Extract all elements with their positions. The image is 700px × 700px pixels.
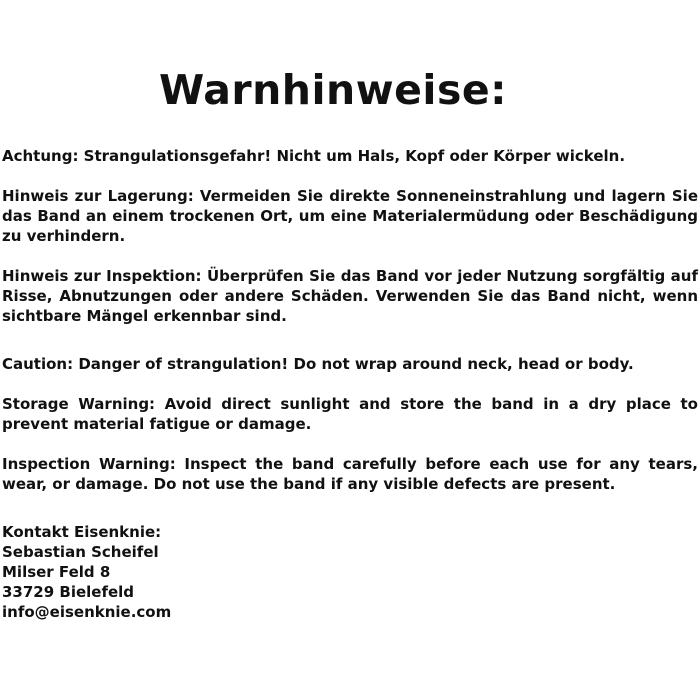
warning-strangulation-de: Achtung: Strangulationsgefahr! Nicht um Hals, Kopf oder Körper wickeln.: [2, 147, 626, 165]
contact-city: 33729 Bielefeld: [2, 583, 135, 601]
contact-email: info@eisenknie.com: [2, 603, 172, 621]
inspection-note-de: Hinweis zur Inspektion: Überprüfen Sie das Band vor jeder Nutzung sorgfältig auf Risse, Abnutzungen oder andere Schäden. Verwenden Sie das Band nicht, wenn sichtbare Mängel erkennbar sind.: [2, 267, 698, 325]
contact-block: [2, 522, 698, 622]
contact-name: Sebastian Scheifel: [2, 543, 159, 561]
warning-strangulation-en: Caution: Danger of strangulation! Do not wrap around neck, head or body.: [2, 355, 634, 373]
page-title: Warnhinweise:: [158, 66, 508, 114]
storage-warning-en: Storage Warning: Avoid direct sunlight and store the band in a dry place to prevent material fatigue or damage.: [2, 395, 698, 433]
inspection-warning-en: Inspection Warning: Inspect the band carefully before each use for any tears, wear, or damage. Do not use the band if any visible defects are present.: [2, 455, 698, 493]
document-body: [2, 146, 698, 622]
contact-street: Milser Feld 8: [2, 563, 111, 581]
contact-heading: Kontakt Eisenknie:: [2, 523, 162, 541]
storage-note-de: Hinweis zur Lagerung: Vermeiden Sie direkte Sonneneinstrahlung und lagern Sie das Band an einem trockenen Ort, um eine Materialermüdung oder Beschädigung zu verhindern.: [2, 187, 698, 245]
